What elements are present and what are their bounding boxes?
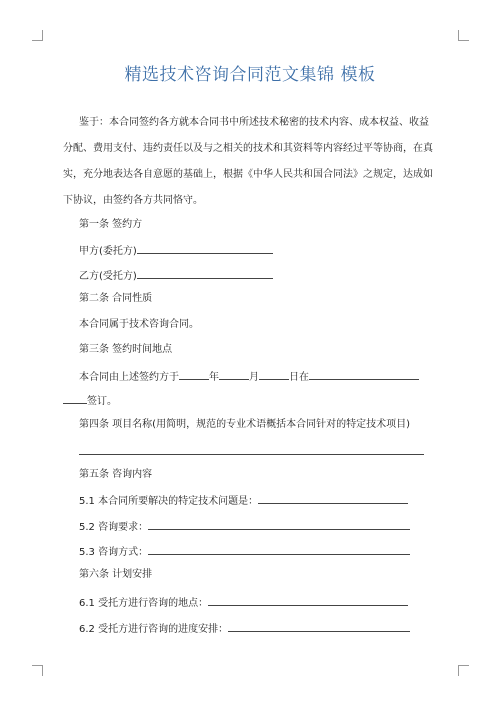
party-a-blank[interactable]: [137, 242, 273, 254]
consulting-location-field[interactable]: [79, 594, 408, 611]
intro-line-1: 鉴于：本合同签约各方就本合同书中所述技术秘密的技术内容、成本权益、收益: [79, 117, 429, 128]
intro-line-2: 分配、费用支付、违约责任以及与之相关的技术和其资料等内容经过平等协商，在真: [63, 143, 433, 154]
consulting-schedule-label: 6.2 受托方进行咨询的进度安排：: [79, 624, 229, 635]
intro-line-3: 实，充分地表达各自意愿的基础上，根据《中华人民共和国合同法》之规定，达成如: [63, 169, 433, 180]
day-label: 日在: [289, 372, 309, 383]
party-b-label: 乙方(受托方): [79, 271, 137, 282]
article-6-heading: 第六条 计划安排: [79, 569, 153, 580]
project-name-blank[interactable]: [79, 454, 424, 455]
consulting-requirements-blank[interactable]: [148, 518, 410, 530]
technical-problem-blank[interactable]: [258, 492, 408, 504]
party-a-label: 甲方(委托方): [79, 246, 137, 257]
signing-prefix: 本合同由上述签约方于: [79, 372, 179, 383]
article-2-heading: 第二条 合同性质: [79, 293, 153, 304]
consulting-requirements-field[interactable]: [79, 518, 410, 535]
party-b-blank[interactable]: [137, 267, 273, 279]
technical-problem-label: 5.1 本合同所要解决的特定技术问题是：: [79, 496, 259, 507]
article-5-heading: 第五条 咨询内容: [79, 469, 153, 480]
signing-suffix: 签订。: [87, 396, 117, 407]
signing-date-place-line: [79, 368, 419, 385]
page-corner-mark-top-left: [32, 30, 43, 41]
consulting-method-field[interactable]: [79, 543, 410, 560]
article-2-body: 本合同属于技术咨询合同。: [79, 319, 199, 330]
year-label: 年: [209, 372, 219, 383]
signing-suffix-line: [63, 392, 117, 409]
consulting-location-blank[interactable]: [208, 594, 408, 606]
day-blank[interactable]: [259, 368, 289, 380]
consulting-schedule-blank[interactable]: [228, 620, 410, 632]
consulting-location-label: 6.1 受托方进行咨询的地点：: [79, 598, 209, 609]
article-1-heading: 第一条 签约方: [79, 219, 143, 230]
consulting-method-label: 5.3 咨询方式：: [79, 547, 149, 558]
technical-problem-field[interactable]: [79, 492, 408, 509]
intro-line-4: 下协议，由签约各方共同恪守。: [63, 195, 203, 206]
month-label: 月: [249, 372, 259, 383]
article-3-heading: 第三条 签约时间地点: [79, 344, 173, 355]
party-b-field[interactable]: [79, 267, 273, 284]
consulting-method-blank[interactable]: [148, 543, 410, 555]
page-corner-mark-bottom-left: [32, 665, 43, 676]
document-title: 精选技术咨询合同范文集锦 模板: [124, 65, 376, 85]
page-corner-mark-bottom-right: [458, 665, 469, 676]
month-blank[interactable]: [219, 368, 249, 380]
year-blank[interactable]: [179, 368, 209, 380]
article-4-heading: 第四条 项目名称(用简明，规范的专业术语概括本合同针对的特定技术项目): [79, 419, 410, 430]
place-blank-continued[interactable]: [63, 392, 87, 404]
consulting-requirements-label: 5.2 咨询要求：: [79, 522, 149, 533]
consulting-schedule-field[interactable]: [79, 620, 410, 637]
page-corner-mark-top-right: [458, 30, 469, 41]
party-a-field[interactable]: [79, 242, 273, 259]
place-blank[interactable]: [309, 368, 419, 380]
